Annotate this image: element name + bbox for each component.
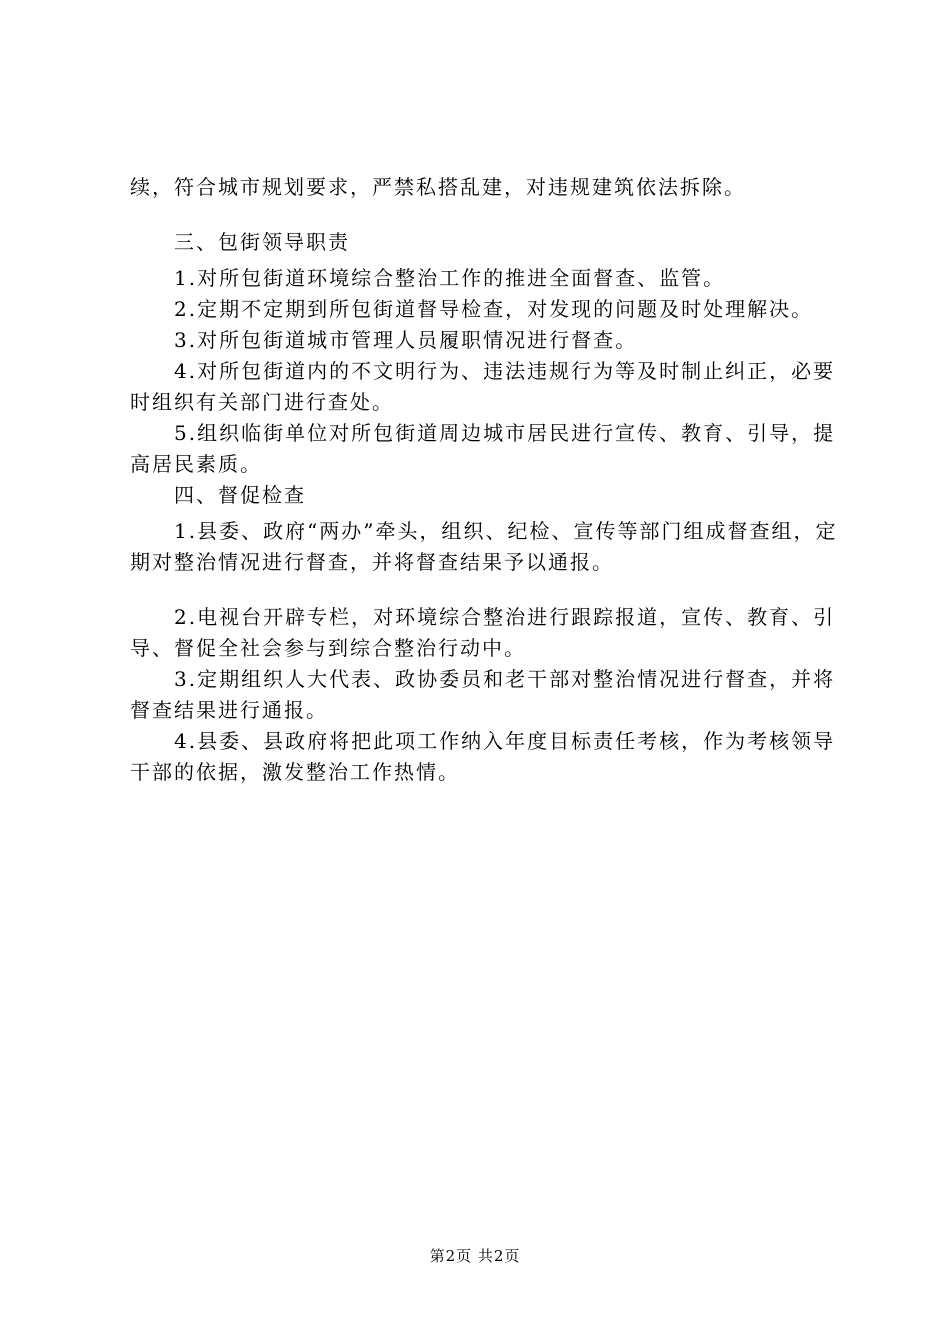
section-heading-4: 四、督促检查: [174, 483, 306, 507]
paragraph-item: 2.定期不定期到所包街道督导检查，对发现的问题及时处理解决。: [174, 297, 814, 321]
paragraph-item: 2.电视台开辟专栏，对环境综合整治进行跟踪报道，宣传、教育、引导、督促全社会参与到综合整治行动中。: [130, 605, 836, 660]
section-heading-3: 三、包街领导职责: [174, 230, 350, 254]
page-number-footer: 第2页 共2页: [429, 1247, 521, 1265]
paragraph-item: 3.定期组织人大代表、政协委员和老干部对整治情况进行督查，并将督查结果进行通报。: [130, 667, 836, 722]
paragraph-continuation: 续，符合城市规划要求，严禁私搭乱建，对违规建筑依法拆除。: [130, 175, 746, 199]
paragraph-item: 5.组织临街单位对所包街道周边城市居民进行宣传、教育、引导，提高居民素质。: [130, 421, 836, 476]
paragraph-item: 1.对所包街道环境综合整治工作的推进全面督查、监管。: [174, 266, 726, 290]
paragraph-item: 4.县委、县政府将把此项工作纳入年度目标责任考核，作为考核领导干部的依据，激发整治工作热情。: [130, 729, 836, 784]
paragraph-item: 4.对所包街道内的不文明行为、违法违规行为等及时制止纠正，必要时组织有关部门进行查处。: [130, 359, 836, 414]
document-body: [130, 172, 855, 788]
paragraph-item: 3.对所包街道城市管理人员履职情况进行督查。: [174, 328, 638, 352]
paragraph-item: 1.县委、政府“两办”牵头，组织、纪检、宣传等部门组成督查组，定期对整治情况进行督查，并将督查结果予以通报。: [130, 519, 838, 574]
